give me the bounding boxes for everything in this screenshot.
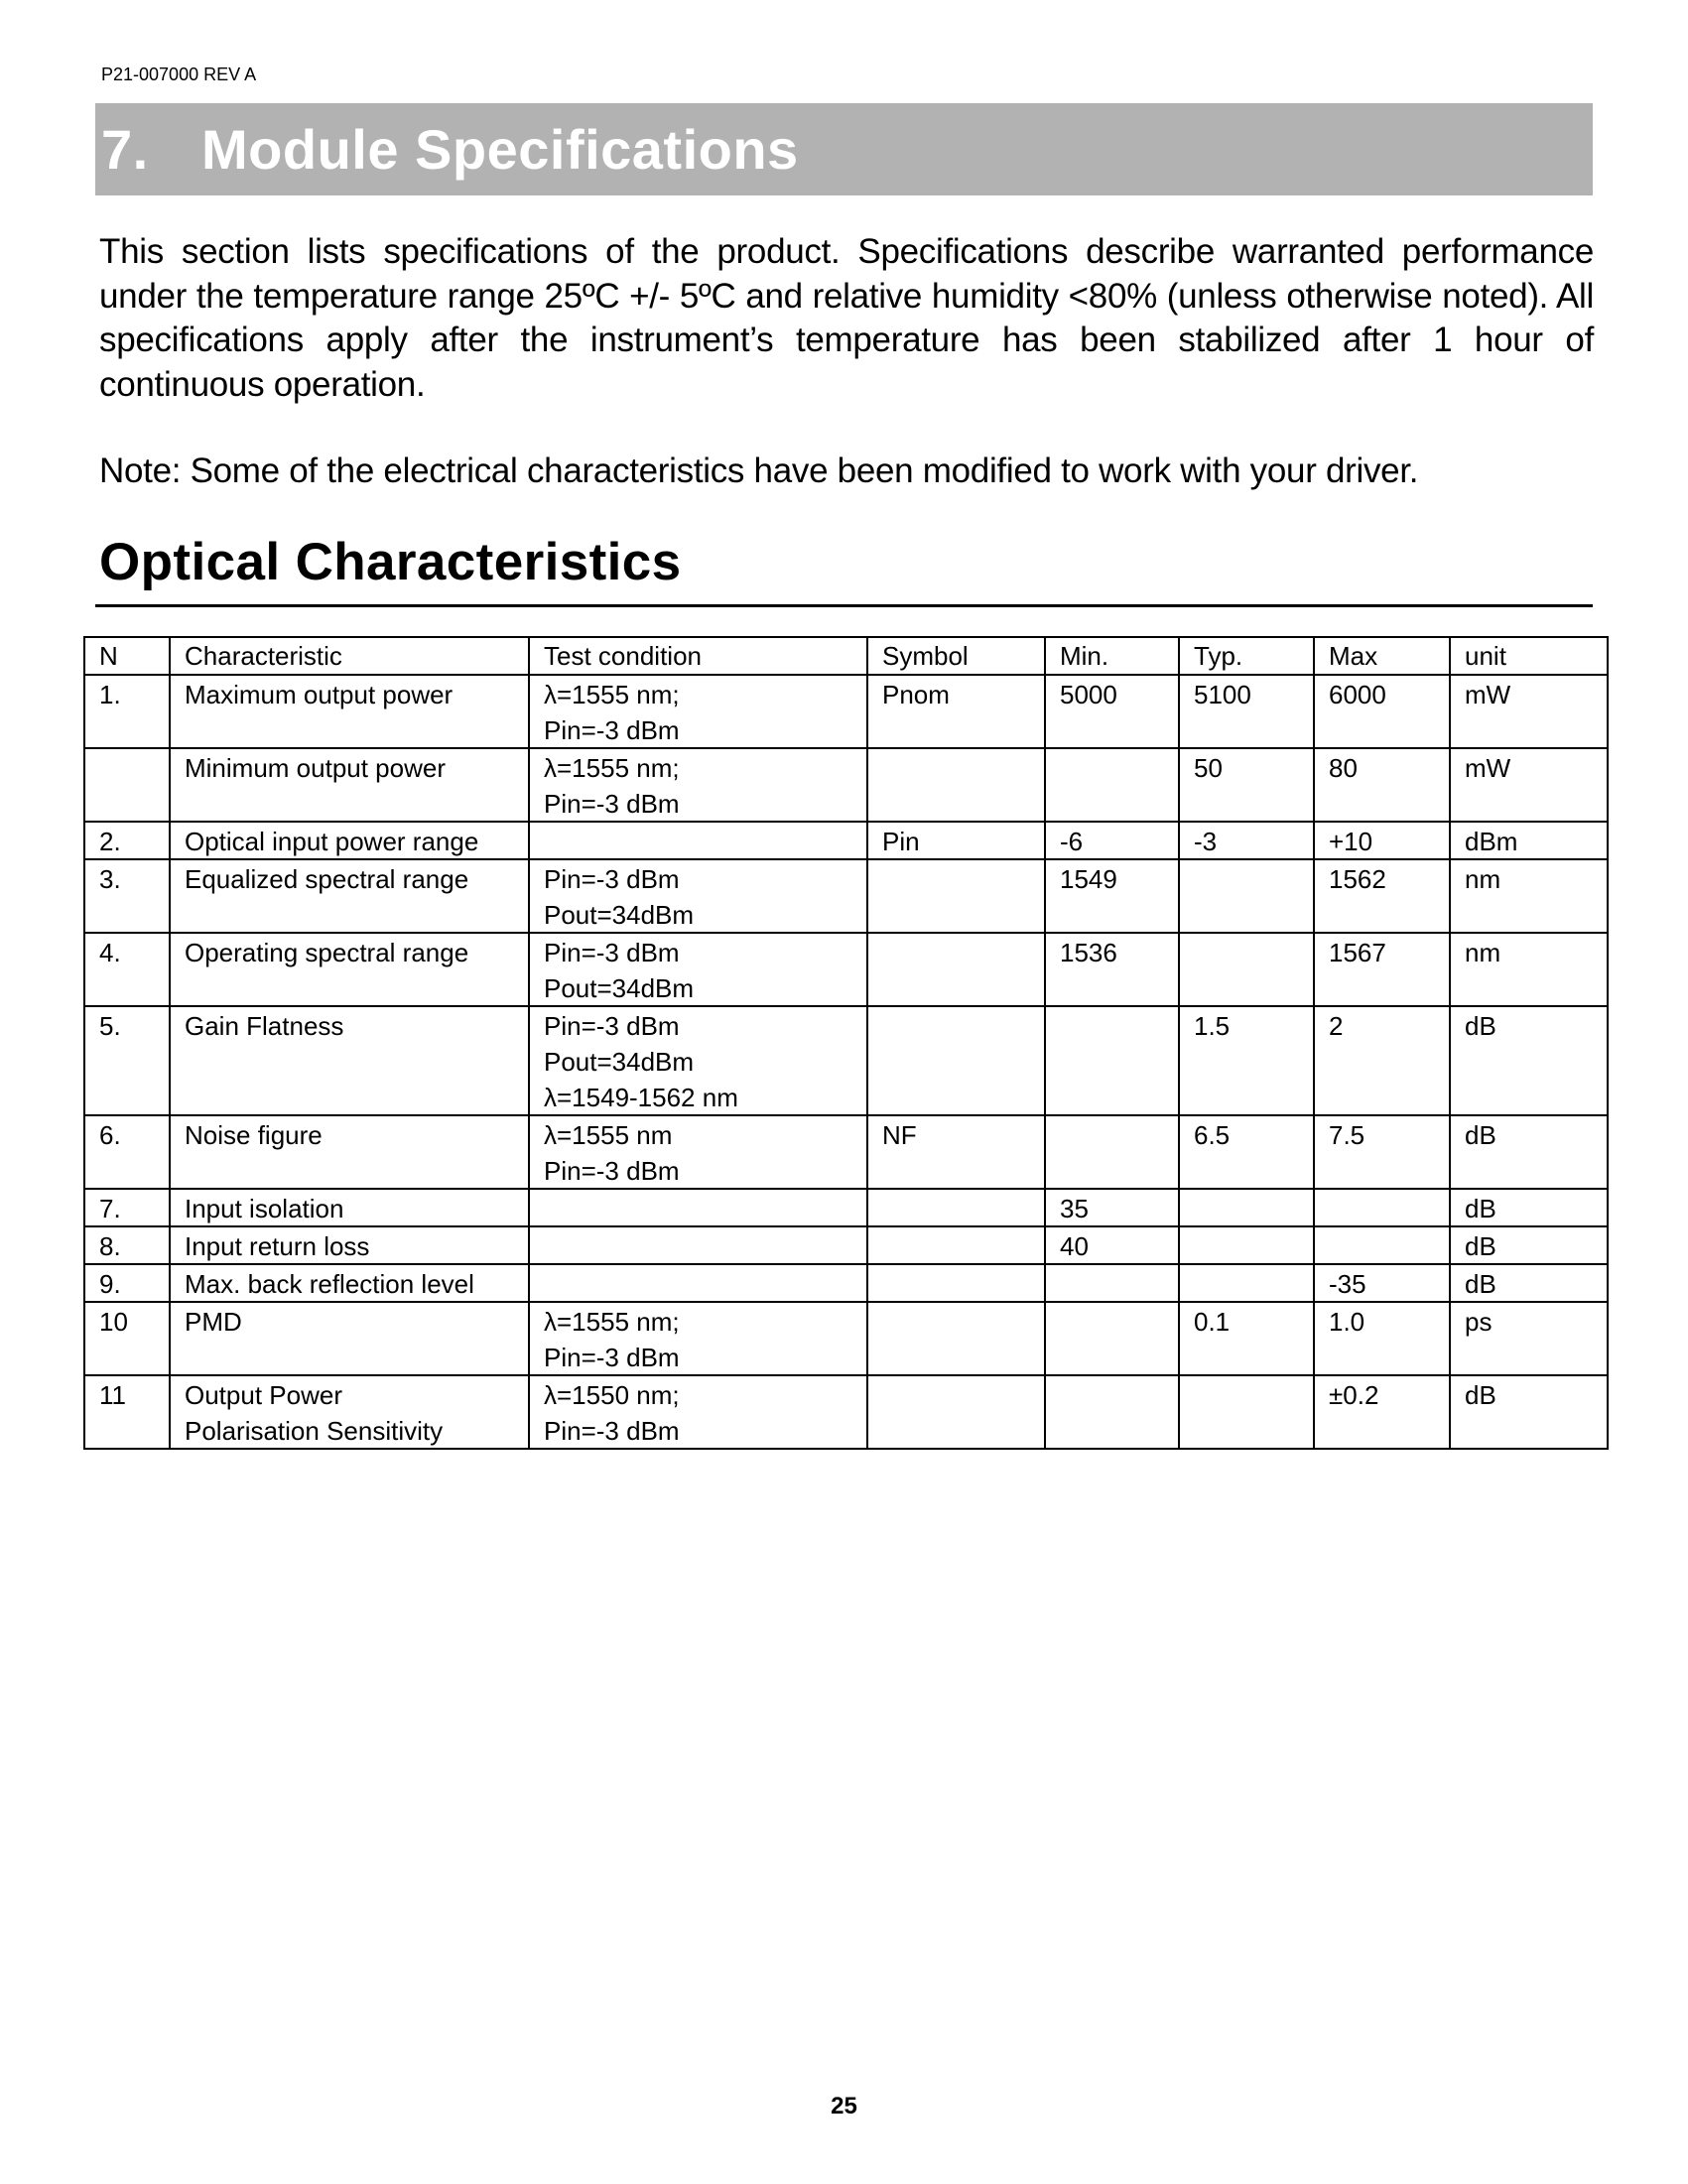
table-row (84, 933, 1608, 1006)
cell-max-value (1329, 1190, 1449, 1225)
cell-typ-value (1194, 1190, 1313, 1225)
section-number: 7. (101, 118, 149, 181)
cell-characteristic (170, 1264, 529, 1302)
cell-test-condition-line: Pin=-3 dBm (544, 1416, 680, 1446)
cell-characteristic (170, 1189, 529, 1226)
cell-test-condition (529, 1006, 867, 1115)
cell-typ (1179, 859, 1314, 933)
cell-symbol-value (882, 860, 1044, 896)
cell-n (84, 822, 170, 859)
cell-test-condition-line: Pin=-3 dBm (544, 938, 680, 967)
cell-typ (1179, 1226, 1314, 1264)
cell-characteristic-line: Max. back reflection level (185, 1269, 474, 1299)
cell-unit-value: dB (1465, 1120, 1496, 1150)
cell-n-value: 5. (99, 1011, 121, 1041)
cell-n-value (99, 749, 169, 785)
cell-min-value: -6 (1060, 827, 1084, 856)
cell-unit (1450, 1375, 1608, 1449)
cell-characteristic (170, 1302, 529, 1375)
cell-max (1314, 748, 1450, 822)
cell-typ (1179, 675, 1314, 748)
cell-characteristic-line: Input isolation (185, 1194, 344, 1223)
cell-n (84, 1115, 170, 1189)
cell-max-value: 1562 (1329, 864, 1386, 894)
cell-n-value: 8. (99, 1231, 121, 1261)
cell-max-value: 80 (1329, 753, 1358, 783)
cell-unit (1450, 748, 1608, 822)
cell-test-condition-line: λ=1555 nm (544, 1120, 673, 1150)
cell-n (84, 1189, 170, 1226)
cell-characteristic-line: Gain Flatness (185, 1011, 344, 1041)
cell-n (84, 1264, 170, 1302)
cell-unit-value: dB (1465, 1011, 1496, 1041)
cell-test-condition-line: Pin=-3 dBm (544, 1343, 680, 1372)
cell-min-value (1060, 1116, 1178, 1152)
cell-max-value: 6000 (1329, 680, 1386, 709)
cell-n-value: 2. (99, 827, 121, 856)
cell-test-condition-line: Pout=34dBm (544, 973, 695, 1003)
cell-unit-value: nm (1465, 938, 1501, 967)
cell-test-condition (529, 1302, 867, 1375)
cell-max-value: +10 (1329, 827, 1373, 856)
cell-min-value (1060, 1265, 1178, 1301)
cell-typ (1179, 1006, 1314, 1115)
cell-max (1314, 822, 1450, 859)
cell-symbol-value (882, 1007, 1044, 1043)
cell-n-value: 11 (99, 1380, 126, 1410)
column-header-n: N (84, 637, 170, 675)
cell-min-value: 5000 (1060, 680, 1117, 709)
cell-unit (1450, 822, 1608, 859)
cell-n-value: 4. (99, 938, 121, 967)
cell-symbol (867, 933, 1045, 1006)
section-title-band (95, 103, 1593, 195)
cell-typ (1179, 1264, 1314, 1302)
cell-min (1045, 1375, 1179, 1449)
cell-unit-value: dB (1465, 1231, 1496, 1261)
note-text: Note: Some of the electrical characteristics have been modified to work with your driver. (99, 451, 1419, 490)
cell-max (1314, 933, 1450, 1006)
cell-characteristic-line: Operating spectral range (185, 938, 469, 967)
cell-max-value: ±0.2 (1329, 1380, 1379, 1410)
cell-symbol-value (882, 934, 1044, 969)
cell-symbol-value (882, 1303, 1044, 1339)
cell-min (1045, 1189, 1179, 1226)
cell-typ-value: 50 (1194, 753, 1223, 783)
cell-unit (1450, 859, 1608, 933)
cell-characteristic-line: Maximum output power (185, 680, 454, 709)
cell-min (1045, 1006, 1179, 1115)
cell-n-value: 6. (99, 1120, 121, 1150)
cell-unit (1450, 1189, 1608, 1226)
cell-typ-value: -3 (1194, 827, 1218, 856)
cell-test-condition-line: Pin=-3 dBm (544, 1011, 680, 1041)
cell-n-value: 1. (99, 680, 121, 709)
cell-min (1045, 1302, 1179, 1375)
cell-unit (1450, 1115, 1608, 1189)
cell-test-condition (529, 1115, 867, 1189)
cell-min (1045, 675, 1179, 748)
cell-n-value: 3. (99, 864, 121, 894)
cell-n-value: 9. (99, 1269, 121, 1299)
cell-characteristic-line: Polarisation Sensitivity (185, 1416, 444, 1446)
table-body (84, 675, 1608, 1449)
cell-n (84, 748, 170, 822)
cell-symbol-value (882, 1265, 1044, 1301)
cell-typ-value (1194, 860, 1313, 896)
cell-test-condition-line: λ=1549-1562 nm (544, 1083, 738, 1112)
column-header-test-condition: Test condition (529, 637, 867, 675)
cell-symbol (867, 1189, 1045, 1226)
cell-test-condition-line: λ=1555 nm; (544, 753, 680, 783)
cell-symbol (867, 1375, 1045, 1449)
cell-characteristic (170, 822, 529, 859)
cell-test-condition-line: Pin=-3 dBm (544, 789, 680, 819)
cell-unit (1450, 1264, 1608, 1302)
cell-n (84, 859, 170, 933)
cell-typ-value: 6.5 (1194, 1120, 1231, 1150)
cell-test-condition-line: Pout=34dBm (544, 1047, 695, 1077)
cell-characteristic-line: Minimum output power (185, 753, 446, 783)
cell-typ (1179, 1375, 1314, 1449)
optical-characteristics-table (83, 636, 1609, 1450)
cell-unit-value: nm (1465, 864, 1501, 894)
cell-test-condition-line: Pin=-3 dBm (544, 1156, 680, 1186)
cell-typ (1179, 933, 1314, 1006)
cell-typ (1179, 748, 1314, 822)
cell-test-condition-line: λ=1550 nm; (544, 1380, 680, 1410)
cell-symbol (867, 1226, 1045, 1264)
table-row (84, 1226, 1608, 1264)
cell-symbol (867, 1006, 1045, 1115)
cell-min-value (1060, 1007, 1178, 1043)
cell-max (1314, 1375, 1450, 1449)
cell-typ-value: 1.5 (1194, 1011, 1231, 1041)
cell-min-value: 1536 (1060, 938, 1117, 967)
column-header-characteristic: Characteristic (170, 637, 529, 675)
cell-characteristic-line: Output Power (185, 1380, 342, 1410)
cell-max (1314, 1264, 1450, 1302)
cell-n (84, 675, 170, 748)
cell-max (1314, 859, 1450, 933)
cell-typ (1179, 1302, 1314, 1375)
cell-symbol (867, 859, 1045, 933)
cell-unit (1450, 933, 1608, 1006)
column-header-min: Min. (1045, 637, 1179, 675)
cell-unit-value: dBm (1465, 827, 1518, 856)
cell-typ (1179, 1189, 1314, 1226)
cell-min-value (1060, 1303, 1178, 1339)
cell-test-condition (529, 1264, 867, 1302)
cell-characteristic-line: Noise figure (185, 1120, 323, 1150)
cell-symbol (867, 1302, 1045, 1375)
cell-characteristic-line: PMD (185, 1307, 242, 1337)
cell-max-value: 2 (1329, 1011, 1344, 1041)
optical-characteristics-heading: Optical Characteristics (99, 533, 682, 591)
cell-max-value: 1567 (1329, 938, 1386, 967)
cell-characteristic (170, 1006, 529, 1115)
cell-test-condition-line: Pin=-3 dBm (544, 715, 680, 745)
cell-n (84, 1302, 170, 1375)
cell-symbol-value (882, 1190, 1044, 1225)
cell-characteristic (170, 933, 529, 1006)
cell-symbol (867, 1264, 1045, 1302)
section-title (101, 117, 799, 183)
table-row (84, 1302, 1608, 1375)
cell-symbol-value: NF (882, 1120, 917, 1150)
cell-typ-value (1194, 1376, 1313, 1412)
cell-unit-value: dB (1465, 1269, 1496, 1299)
cell-n (84, 1375, 170, 1449)
cell-symbol (867, 748, 1045, 822)
cell-typ-value (1194, 1265, 1313, 1301)
table-row (84, 1189, 1608, 1226)
cell-max (1314, 1115, 1450, 1189)
cell-symbol (867, 1115, 1045, 1189)
cell-characteristic (170, 1226, 529, 1264)
cell-characteristic (170, 1375, 529, 1449)
cell-max (1314, 1006, 1450, 1115)
column-header-unit: unit (1450, 637, 1608, 675)
cell-typ-value: 5100 (1194, 680, 1251, 709)
cell-n-value: 7. (99, 1194, 121, 1223)
cell-test-condition (529, 1189, 867, 1226)
cell-characteristic-line: Optical input power range (185, 827, 479, 856)
cell-unit (1450, 675, 1608, 748)
cell-unit (1450, 1302, 1608, 1375)
heading-underline (95, 604, 1593, 607)
table-row (84, 859, 1608, 933)
cell-min-value: 1549 (1060, 864, 1117, 894)
cell-typ-value (1194, 1227, 1313, 1263)
cell-unit-value: mW (1465, 753, 1511, 783)
cell-typ (1179, 1115, 1314, 1189)
intro-paragraph: This section lists specifications of the product. Specifications describe warranted performance under the temperature range 25ºC +/- 5ºC and relative humidity <80% (unless otherwise noted). All specifications apply after the instrument’s temperature has been stabilized after 1 hour of continuous operation. (99, 232, 1594, 405)
column-header-symbol: Symbol (867, 637, 1045, 675)
cell-test-condition (529, 933, 867, 1006)
page-number: 25 (831, 2093, 857, 2120)
cell-unit-value: ps (1465, 1307, 1493, 1337)
cell-min-value: 35 (1060, 1194, 1089, 1223)
cell-n (84, 1006, 170, 1115)
table-row (84, 822, 1608, 859)
cell-unit (1450, 1006, 1608, 1115)
cell-test-condition (529, 675, 867, 748)
cell-n (84, 1226, 170, 1264)
cell-test-condition-line: λ=1555 nm; (544, 680, 680, 709)
cell-symbol-value: Pin (882, 827, 920, 856)
cell-symbol-value (882, 1227, 1044, 1263)
cell-min-value (1060, 749, 1178, 785)
table-row (84, 748, 1608, 822)
cell-min (1045, 822, 1179, 859)
cell-n (84, 933, 170, 1006)
cell-min-value: 40 (1060, 1231, 1089, 1261)
table-row (84, 1375, 1608, 1449)
cell-test-condition-line: Pin=-3 dBm (544, 864, 680, 894)
cell-characteristic (170, 1115, 529, 1189)
document-id: P21-007000 REV A (101, 64, 257, 84)
cell-unit-value: dB (1465, 1194, 1496, 1223)
column-header-max: Max (1314, 637, 1450, 675)
cell-symbol (867, 822, 1045, 859)
cell-characteristic-line: Input return loss (185, 1231, 370, 1261)
cell-max-value (1329, 1227, 1449, 1263)
cell-test-condition (529, 859, 867, 933)
table-row (84, 675, 1608, 748)
cell-max (1314, 1302, 1450, 1375)
table-row (84, 1115, 1608, 1189)
cell-min (1045, 933, 1179, 1006)
cell-test-condition (529, 1226, 867, 1264)
cell-symbol-value (882, 1376, 1044, 1412)
cell-characteristic (170, 748, 529, 822)
cell-max-value: 1.0 (1329, 1307, 1365, 1337)
cell-typ-value (1194, 934, 1313, 969)
cell-min (1045, 748, 1179, 822)
cell-typ (1179, 822, 1314, 859)
cell-max (1314, 675, 1450, 748)
column-header-typ: Typ. (1179, 637, 1314, 675)
cell-typ-value: 0.1 (1194, 1307, 1231, 1337)
cell-min (1045, 1115, 1179, 1189)
cell-unit-value: dB (1465, 1380, 1496, 1410)
cell-test-condition (529, 822, 867, 859)
cell-characteristic-line: Equalized spectral range (185, 864, 469, 894)
cell-max (1314, 1226, 1450, 1264)
cell-characteristic (170, 675, 529, 748)
cell-unit (1450, 1226, 1608, 1264)
cell-symbol-value: Pnom (882, 680, 950, 709)
cell-max-value: -35 (1329, 1269, 1366, 1299)
cell-min (1045, 859, 1179, 933)
cell-symbol (867, 675, 1045, 748)
cell-test-condition-line: Pout=34dBm (544, 900, 695, 930)
cell-test-condition (529, 1375, 867, 1449)
table-row (84, 1006, 1608, 1115)
table-row (84, 1264, 1608, 1302)
cell-test-condition-line: λ=1555 nm; (544, 1307, 680, 1337)
cell-max (1314, 1189, 1450, 1226)
cell-symbol-value (882, 749, 1044, 785)
cell-max-value: 7.5 (1329, 1120, 1365, 1150)
cell-min-value (1060, 1376, 1178, 1412)
cell-n-value: 10 (99, 1307, 128, 1337)
cell-unit-value: mW (1465, 680, 1511, 709)
cell-min (1045, 1226, 1179, 1264)
cell-characteristic (170, 859, 529, 933)
cell-test-condition (529, 748, 867, 822)
table-header-row (84, 637, 1608, 675)
cell-min (1045, 1264, 1179, 1302)
section-title-text: Module Specifications (201, 118, 799, 181)
